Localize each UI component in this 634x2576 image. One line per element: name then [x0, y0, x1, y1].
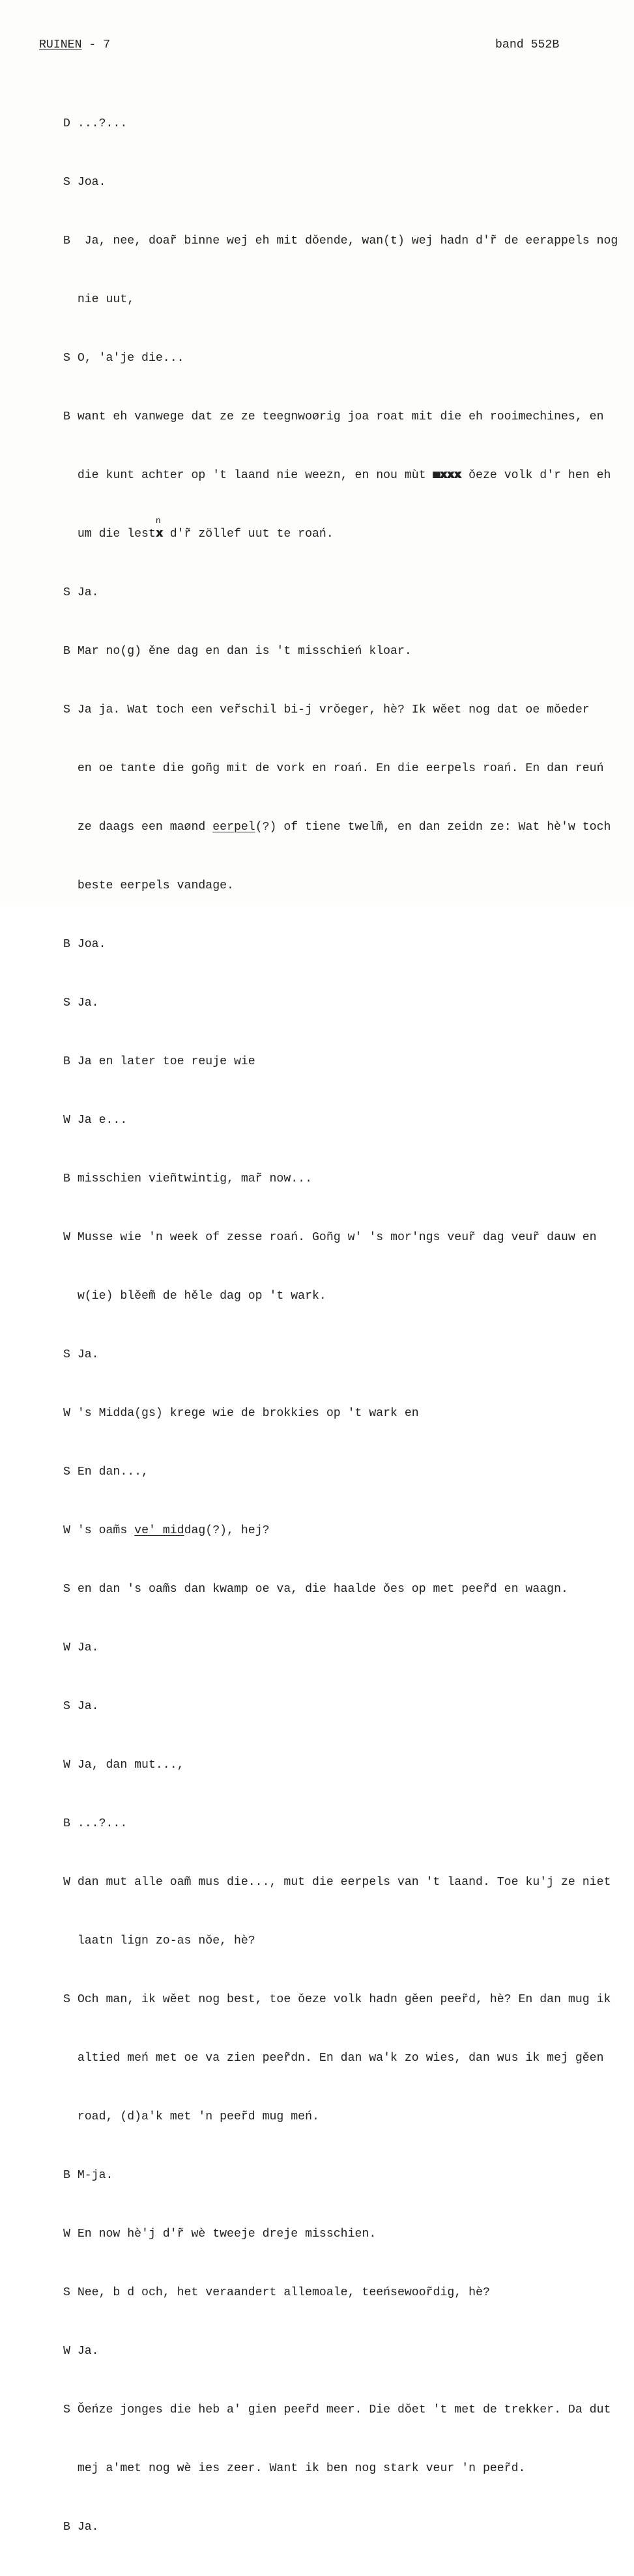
speaker-code: S [63, 1583, 70, 1596]
transcript-line [63, 876, 618, 896]
utterance-text: ...?... [77, 1817, 128, 1830]
transcript-line [63, 516, 618, 544]
transcript-line [63, 1579, 618, 1599]
utterance-text: nie uut, [77, 293, 135, 306]
page-header-left [39, 38, 110, 52]
speaker-code: W [63, 1114, 70, 1127]
transcript-line [63, 759, 618, 778]
speaker-code: S [63, 586, 70, 599]
document-title: RUINEN [39, 38, 82, 51]
transcript-line [63, 173, 618, 192]
speaker-code: W [63, 1231, 70, 1244]
transcript-line [63, 2107, 618, 2127]
speaker-code: B [63, 2521, 70, 2534]
transcript-line [63, 1169, 618, 1189]
utterance-text: d'r̃ zöllef uut te roań. [162, 528, 334, 541]
speaker-code: S [63, 997, 70, 1010]
transcript-line [63, 1697, 618, 1716]
transcript-line [63, 642, 618, 661]
transcript-line [63, 2166, 618, 2185]
utterance-text: Ja, dan mut..., [77, 1759, 184, 1772]
speaker-code: D [63, 117, 70, 130]
utterance-text: ...?... [77, 117, 128, 130]
overtyped-word: mxxx [433, 469, 462, 482]
transcript-line [63, 1814, 618, 1833]
transcript-line [63, 583, 618, 602]
speaker-code: B [63, 1172, 70, 1185]
utterance-text: Ja en later toe reuje wie [77, 1055, 255, 1068]
overtyped-correction [155, 516, 163, 544]
underlined-word: ve' mid [134, 1524, 184, 1537]
utterance-text: Nee, b d och, het veraandert allemoale, teeńsewoor̃dig, hè? [77, 2286, 490, 2299]
utterance-text: mej a'met nog wè ies zeer. Want ik ben nog stark veur 'n peer̃d. [77, 2462, 526, 2475]
utterance-text: um die lest [77, 528, 156, 541]
transcript-line [63, 935, 618, 954]
utterance-text: En dan..., [77, 1465, 149, 1479]
speaker-code: W [63, 1641, 70, 1654]
transcript-line [63, 2400, 618, 2420]
utterance-text: O, 'a'je die... [77, 352, 184, 365]
utterance-text: Ja e... [77, 1114, 128, 1127]
tape-band-label: band 552B [495, 38, 560, 51]
transcript-line [63, 2224, 618, 2244]
speaker-code: B [63, 645, 70, 658]
utterance-text: Musse wie 'n week of zesse roań. Goñg w' 's mor'ngs veur̃ dag veur̃ dauw en [77, 1231, 597, 1244]
transcript-line [63, 1462, 618, 1482]
transcript-line [63, 407, 618, 427]
speaker-code: S [63, 1465, 70, 1479]
transcript-line [63, 231, 618, 251]
transcript-line [63, 1638, 618, 1658]
inserted-letter: n [155, 516, 161, 526]
transcript-line [63, 1052, 618, 1071]
speaker-code: B [63, 410, 70, 423]
speaker-code: S [63, 1993, 70, 2006]
transcript-line [63, 2048, 618, 2068]
utterance-text: en dan 's oam̃s dan kwamp oe va, die haalde ǒes op met peer̃d en waagn. [77, 1583, 568, 1596]
utterance-text: Joa. [77, 938, 106, 951]
speaker-code: W [63, 2228, 70, 2241]
speaker-code: W [63, 1524, 70, 1537]
transcript-body [63, 75, 618, 2576]
speaker-code: S [63, 176, 70, 189]
speaker-code: W [63, 1407, 70, 1420]
utterance-text: Och man, ik wěet nog best, toe ǒeze volk hadn gěen peer̃d, hè? En dan mug ik [77, 1993, 611, 2006]
transcript-line [63, 993, 618, 1013]
transcript-line [63, 466, 618, 485]
underlined-word: eerpel [212, 821, 255, 834]
utterance-text: Ja. [77, 1700, 99, 1713]
utterance-text: Ja. [77, 1641, 99, 1654]
speaker-code: W [63, 1876, 70, 1889]
struck-letter: x [155, 528, 163, 541]
speaker-code: S [63, 1348, 70, 1361]
utterance-text: road, (d)a'k met 'n peer̃d mug meń. [77, 2110, 319, 2123]
speaker-code: B [63, 1817, 70, 1830]
utterance-text: altied meń met oe va zien peer̃dn. En dan wa'k zo wies, dan wus ik mej gěen [77, 2052, 604, 2065]
utterance-text: misschien vieñtwintig, mar̃ now... [77, 1172, 312, 1185]
transcript-line [63, 1521, 618, 1540]
utterance-text: Ja ja. Wat toch een ver̃schil bi-j vrǒeger, hè? Ik wěet nog dat oe mǒeder [77, 703, 590, 716]
speaker-code: S [63, 1700, 70, 1713]
utterance-text: Joa. [77, 176, 106, 189]
utterance-text: en oe tante die goñg mit de vork en roań. En die eerpels roań. En dan reuń [77, 762, 604, 775]
page-number: - 7 [89, 38, 111, 51]
utterance-text: Ja, nee, doar̃ binne wej eh mit dǒende, wan(t) wej hadn d'r̃ de eerappels nog [77, 234, 618, 248]
utterance-text: beste eerpels vandage. [77, 879, 234, 892]
speaker-code: B [63, 234, 70, 248]
speaker-code: S [63, 2403, 70, 2416]
utterance-text: dag(?), hej? [184, 1524, 270, 1537]
transcript-line [63, 700, 618, 720]
transcript-line [63, 1755, 618, 1775]
utterance-text: M-ja. [77, 2169, 113, 2182]
transcript-line [63, 2517, 618, 2537]
utterance-text: ze daags een maønd [77, 821, 213, 834]
utterance-text: Ja. [77, 2345, 99, 2358]
transcript-line [63, 290, 618, 309]
utterance-text: Ja. [77, 2521, 99, 2534]
utterance-text: dan mut alle oam̃ mus die..., mut die eerpels van 't laand. Toe ku'j ze niet [77, 1876, 611, 1889]
transcript-line [63, 2283, 618, 2302]
transcript-line [63, 1931, 618, 1951]
utterance-text: 's Midda(gs) krege wie de brokkies op 't wark en [77, 1407, 419, 1420]
utterance-text: die kunt achter op 't laand nie weezn, en nou mùt [77, 469, 433, 482]
speaker-code: B [63, 1055, 70, 1068]
transcript-line [63, 1404, 618, 1423]
speaker-code: B [63, 938, 70, 951]
utterance-text: Ja. [77, 997, 99, 1010]
transcript-line [63, 114, 618, 134]
utterance-text: Ja. [77, 586, 99, 599]
utterance-text: (?) of tiene twelm̃, en dan zeidn ze: Wat hè'w toch [255, 821, 611, 834]
utterance-text: laatn lign zo-as nǒe, hè? [77, 1934, 255, 1947]
speaker-code: S [63, 703, 70, 716]
transcript-line [63, 1228, 618, 1247]
transcript-line [63, 348, 618, 368]
transcript-line [63, 1990, 618, 2009]
transcript-line [63, 1111, 618, 1130]
transcript-line [63, 1286, 618, 1306]
utterance-text: want eh vanwege dat ze ze teegnwoørig joa roat mit die eh rooimechines, en [77, 410, 604, 423]
utterance-text: Ǒeńze jonges die heb a' gien peer̃d meer. Die dǒet 't met de trekker. Da dut [77, 2403, 611, 2416]
speaker-code: S [63, 352, 70, 365]
speaker-code: W [63, 2345, 70, 2358]
transcript-line [63, 2459, 618, 2478]
utterance-text: Ja. [77, 1348, 99, 1361]
speaker-code: B [63, 2169, 70, 2182]
transcript-line [63, 817, 618, 837]
utterance-text: Mar no(g) ěne dag en dan is 't misschień kloar. [77, 645, 412, 658]
transcript-line [63, 2342, 618, 2361]
transcript-line [63, 1873, 618, 1892]
utterance-text: 's oam̃s [77, 1524, 135, 1537]
utterance-text: ǒeze volk d'r hen eh [461, 469, 611, 482]
utterance-text: w(ie) blěem̃ de hěle dag op 't wark. [77, 1290, 326, 1303]
utterance-text: En now hè'j d'r̃ wè tweeje dreje misschien. [77, 2228, 377, 2241]
speaker-code: S [63, 2286, 70, 2299]
speaker-code: W [63, 1759, 70, 1772]
transcript-line [63, 1345, 618, 1365]
